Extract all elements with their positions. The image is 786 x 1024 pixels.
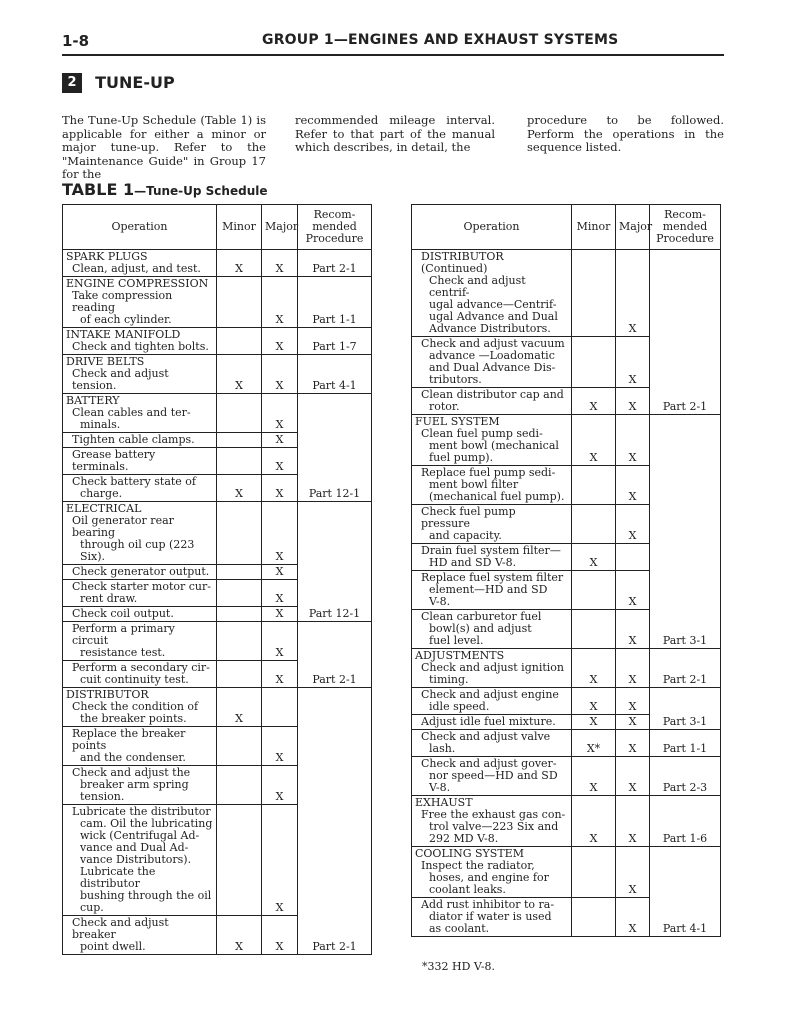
- operation-line: Clean distributor cap and: [421, 388, 564, 401]
- operation-cell: [412, 544, 572, 571]
- major-mark: X: [262, 502, 298, 565]
- minor-mark: X: [572, 649, 616, 688]
- operation-line: minals.: [80, 418, 121, 431]
- operation-line: rotor.: [429, 400, 460, 413]
- operation-cell: [412, 466, 572, 505]
- major-mark: X: [262, 355, 298, 394]
- minor-mark: X: [217, 475, 262, 502]
- procedure-cell: Part 1-1: [650, 730, 721, 757]
- operation-line: tension.: [80, 790, 125, 803]
- table-row: [63, 502, 372, 565]
- table-row: [412, 250, 721, 337]
- major-mark: X: [616, 649, 650, 688]
- operation-cell: [63, 475, 217, 502]
- operation-line: SPARK PLUGS: [66, 250, 148, 263]
- operation-line: Free the exhaust gas con-: [421, 808, 566, 821]
- operation-line: Oil generator rear bearing: [72, 514, 174, 539]
- operation-line: Check battery state of: [72, 475, 196, 488]
- major-mark: X: [262, 475, 298, 502]
- operation-cell: [412, 505, 572, 544]
- procedure-cell: Part 3-1: [650, 688, 721, 730]
- operation-line: Tighten cable clamps.: [72, 433, 195, 446]
- operation-line: Replace fuel pump sedi-: [421, 466, 556, 479]
- table-row: [412, 415, 721, 466]
- operation-cell: [63, 394, 217, 433]
- operation-line: Check coil output.: [72, 607, 174, 620]
- procedure-cell: Part 2-1: [298, 688, 372, 955]
- major-mark: X: [616, 730, 650, 757]
- operation-cell: [63, 502, 217, 565]
- section-badge: 2: [62, 73, 82, 93]
- operation-line: vance and Dual Ad-: [80, 841, 189, 854]
- minor-mark: [572, 847, 616, 898]
- operation-line: Check and adjust breaker: [72, 916, 169, 941]
- operation-cell: [63, 607, 217, 622]
- tune-up-table-left: [62, 204, 372, 955]
- major-mark: X: [262, 622, 298, 661]
- operation-line: Clean, adjust, and test.: [72, 262, 201, 275]
- operation-cell: [63, 727, 217, 766]
- major-mark: X: [262, 250, 298, 277]
- operation-line: Inspect the radiator,: [421, 859, 535, 872]
- operation-cell: [63, 250, 217, 277]
- operation-line: V-8.: [429, 595, 451, 608]
- minor-mark: [217, 607, 262, 622]
- operation-line: COOLING SYSTEM: [415, 847, 524, 860]
- major-mark: X: [262, 805, 298, 916]
- minor-mark: X: [572, 715, 616, 730]
- minor-mark: [217, 433, 262, 448]
- operation-line: V-8.: [429, 781, 451, 794]
- operation-cell: [63, 688, 217, 727]
- operation-line: Perform a primary circuit: [72, 622, 175, 647]
- table-subtitle: —Tune-Up Schedule: [134, 184, 268, 198]
- procedure-cell: Part 2-1: [298, 622, 372, 688]
- operation-cell: [412, 757, 572, 796]
- major-mark: X: [616, 610, 650, 649]
- major-mark: X: [616, 505, 650, 544]
- operation-line: Clean carburetor fuel: [421, 610, 542, 623]
- operation-cell: [63, 805, 217, 916]
- major-mark: X: [616, 250, 650, 337]
- major-mark: X: [262, 916, 298, 955]
- operation-cell: [412, 571, 572, 610]
- major-mark: X: [616, 898, 650, 937]
- major-mark: X: [262, 580, 298, 607]
- major-mark: X: [262, 607, 298, 622]
- col-procedure: Recom-mended Procedure: [298, 205, 372, 250]
- procedure-cell: Part 4-1: [650, 847, 721, 937]
- operation-line: nor speed—HD and SD: [429, 769, 558, 782]
- operation-cell: [63, 355, 217, 394]
- col-procedure: Recom-mended Procedure: [650, 205, 721, 250]
- operation-line: DRIVE BELTS: [66, 355, 145, 368]
- intro-column-3: [527, 114, 724, 155]
- table-row: [412, 730, 721, 757]
- minor-mark: [572, 571, 616, 610]
- operation-line: bushing through the oil: [80, 889, 212, 902]
- operation-line: FUEL SYSTEM: [415, 415, 500, 428]
- operation-line: and capacity.: [429, 529, 502, 542]
- operation-line: and the condenser.: [80, 751, 186, 764]
- major-mark: X: [262, 448, 298, 475]
- operation-line: advance —Loadomatic: [429, 349, 555, 362]
- operation-line: Replace the breaker points: [72, 727, 186, 752]
- operation-line: diator if water is used: [429, 910, 552, 923]
- operation-line: Drain fuel system filter—: [421, 544, 561, 557]
- minor-mark: [217, 580, 262, 607]
- operation-line: DISTRIBUTOR (Continued): [421, 250, 504, 275]
- operation-line: coolant leaks.: [429, 883, 506, 896]
- operation-cell: [63, 622, 217, 661]
- minor-mark: [572, 466, 616, 505]
- operation-cell: [412, 250, 572, 337]
- major-mark: X: [616, 466, 650, 505]
- operation-cell: [412, 688, 572, 715]
- operation-line: cup.: [80, 901, 104, 914]
- operation-line: Clean cables and ter-: [72, 406, 191, 419]
- col-minor: Minor: [217, 205, 262, 250]
- operation-cell: [412, 337, 572, 388]
- minor-mark: X: [572, 796, 616, 847]
- operation-cell: [63, 565, 217, 580]
- minor-mark: [572, 250, 616, 337]
- operation-line: ment bowl filter: [429, 478, 519, 491]
- minor-mark: X: [572, 544, 616, 571]
- operation-line: Check generator output.: [72, 565, 210, 578]
- major-mark: X: [616, 715, 650, 730]
- table-row: [412, 649, 721, 688]
- operation-cell: [63, 277, 217, 328]
- table-row: [63, 328, 372, 355]
- operation-line: EXHAUST: [415, 796, 473, 809]
- operation-cell: [412, 847, 572, 898]
- operation-line: Lubricate the distributor: [72, 805, 211, 818]
- operation-cell: [412, 796, 572, 847]
- section-title: TUNE-UP: [95, 73, 175, 92]
- operation-line: Adjust idle fuel mixture.: [421, 715, 556, 728]
- operation-line: Lubricate the distributor: [80, 865, 156, 890]
- minor-mark: X*: [572, 730, 616, 757]
- operation-line: INTAKE MANIFOLD: [66, 328, 181, 341]
- table-row: [63, 250, 372, 277]
- col-operation: Operation: [412, 205, 572, 250]
- minor-mark: [217, 766, 262, 805]
- operation-line: ENGINE COMPRESSION: [66, 277, 209, 290]
- intro-column-2: [295, 114, 495, 155]
- table-number: TABLE 1: [62, 180, 135, 199]
- minor-mark: [572, 505, 616, 544]
- major-mark: X: [262, 766, 298, 805]
- minor-mark: X: [217, 355, 262, 394]
- operation-line: hoses, and engine for: [429, 871, 549, 884]
- major-mark: [616, 544, 650, 571]
- operation-line: timing.: [429, 673, 469, 686]
- procedure-cell: Part 2-3: [650, 757, 721, 796]
- operation-line: as coolant.: [429, 922, 490, 935]
- operation-line: charge.: [80, 487, 123, 500]
- procedure-cell: Part 2-1: [650, 649, 721, 688]
- major-mark: X: [616, 571, 650, 610]
- operation-line: Replace fuel system filter: [421, 571, 564, 584]
- operation-line: element—HD and SD: [429, 583, 548, 596]
- operation-line: wick (Centrifugal Ad-: [80, 829, 200, 842]
- operation-cell: [412, 898, 572, 937]
- operation-line: ugal advance—Centrif-: [429, 298, 557, 311]
- procedure-cell: Part 2-1: [298, 250, 372, 277]
- operation-line: HD and SD V-8.: [429, 556, 517, 569]
- operation-line: through oil cup (223 Six).: [80, 538, 195, 563]
- minor-mark: X: [217, 250, 262, 277]
- major-mark: X: [616, 796, 650, 847]
- minor-mark: X: [217, 916, 262, 955]
- operation-cell: [63, 661, 217, 688]
- operation-line: Check and adjust ignition: [421, 661, 564, 674]
- intro-paragraph: procedure to be followed. Perform the operations in the sequence listed.: [527, 113, 724, 154]
- major-mark: X: [262, 394, 298, 433]
- major-mark: X: [262, 277, 298, 328]
- col-major: Major: [616, 205, 650, 250]
- operation-line: BATTERY: [66, 394, 120, 407]
- minor-mark: X: [217, 688, 262, 727]
- operation-line: Check and tighten bolts.: [72, 340, 209, 353]
- operation-line: resistance test.: [80, 646, 166, 659]
- operation-cell: [63, 766, 217, 805]
- group-title: GROUP 1—ENGINES AND EXHAUST SYSTEMS: [262, 32, 619, 48]
- procedure-cell: Part 12-1: [298, 502, 372, 622]
- minor-mark: [217, 661, 262, 688]
- operation-line: Grease battery terminals.: [72, 448, 156, 473]
- intro-paragraph: recommended mileage interval. Refer to that part of the manual which describes, in detail, the: [295, 113, 495, 154]
- major-mark: X: [616, 847, 650, 898]
- minor-mark: [217, 502, 262, 565]
- table-row: [412, 757, 721, 796]
- operation-line: the breaker points.: [80, 712, 187, 725]
- minor-mark: [572, 610, 616, 649]
- operation-cell: [63, 328, 217, 355]
- operation-line: Advance Distributors.: [429, 322, 551, 335]
- operation-line: and Dual Advance Dis-: [429, 361, 556, 374]
- major-mark: X: [262, 565, 298, 580]
- major-mark: X: [616, 337, 650, 388]
- operation-line: Perform a secondary cir-: [72, 661, 210, 674]
- operation-cell: [412, 730, 572, 757]
- minor-mark: X: [572, 388, 616, 415]
- procedure-cell: Part 1-1: [298, 277, 372, 328]
- operation-cell: [412, 610, 572, 649]
- col-minor: Minor: [572, 205, 616, 250]
- minor-mark: [217, 622, 262, 661]
- minor-mark: [217, 565, 262, 580]
- minor-mark: [217, 448, 262, 475]
- major-mark: X: [262, 433, 298, 448]
- operation-line: point dwell.: [80, 940, 146, 953]
- operation-line: Check and adjust vacuum: [421, 337, 565, 350]
- operation-cell: [412, 649, 572, 688]
- operation-line: fuel pump).: [429, 451, 494, 464]
- operation-line: ugal Advance and Dual: [429, 310, 558, 323]
- major-mark: X: [262, 328, 298, 355]
- operation-line: (mechanical fuel pump).: [429, 490, 565, 503]
- operation-line: breaker arm spring: [80, 778, 189, 791]
- operation-line: Clean fuel pump sedi-: [421, 427, 543, 440]
- section-heading: [62, 72, 175, 96]
- operation-line: Check and adjust the: [72, 766, 191, 779]
- procedure-cell: Part 12-1: [298, 394, 372, 502]
- procedure-cell: Part 3-1: [650, 415, 721, 649]
- table-row: [63, 277, 372, 328]
- major-mark: X: [262, 661, 298, 688]
- minor-mark: [572, 337, 616, 388]
- intro-paragraph: The Tune-Up Schedule (Table 1) is applicable for either a minor or major tune-up. Refer to the "Maintenance Guide" in Group 17 for the: [62, 113, 266, 181]
- operation-line: rent draw.: [80, 592, 138, 605]
- minor-mark: [217, 394, 262, 433]
- major-mark: [262, 688, 298, 727]
- operation-cell: [412, 388, 572, 415]
- operation-line: ADJUSTMENTS: [415, 649, 505, 662]
- minor-mark: [572, 898, 616, 937]
- operation-line: Take compression reading: [72, 289, 173, 314]
- minor-mark: [217, 328, 262, 355]
- table-row: [412, 688, 721, 715]
- table-title: [62, 180, 267, 199]
- operation-line: ment bowl (mechanical: [429, 439, 559, 452]
- operation-line: ELECTRICAL: [66, 502, 142, 515]
- minor-mark: X: [572, 688, 616, 715]
- procedure-cell: Part 1-6: [650, 796, 721, 847]
- operation-line: cuit continuity test.: [80, 673, 189, 686]
- major-mark: X: [616, 415, 650, 466]
- operation-cell: [63, 433, 217, 448]
- col-major: Major: [262, 205, 298, 250]
- operation-line: Check and adjust centrif-: [429, 274, 526, 299]
- operation-cell: [63, 448, 217, 475]
- operation-cell: [412, 715, 572, 730]
- intro-column-1: [62, 114, 266, 182]
- operation-line: Check starter motor cur-: [72, 580, 211, 593]
- operation-cell: [63, 916, 217, 955]
- table-row: [63, 622, 372, 661]
- operation-line: of each cylinder.: [80, 313, 172, 326]
- operation-line: vance Distributors).: [80, 853, 192, 866]
- operation-line: Check and adjust tension.: [72, 367, 169, 392]
- operation-line: idle speed.: [429, 700, 490, 713]
- minor-mark: [217, 727, 262, 766]
- operation-line: DISTRIBUTOR: [66, 688, 149, 701]
- minor-mark: X: [572, 415, 616, 466]
- operation-line: lash.: [429, 742, 456, 755]
- operation-line: Add rust inhibitor to ra-: [421, 898, 555, 911]
- page-header: [62, 30, 724, 56]
- operation-line: trol valve—223 Six and: [429, 820, 559, 833]
- operation-line: bowl(s) and adjust: [429, 622, 532, 635]
- operation-line: 292 MD V-8.: [429, 832, 499, 845]
- operation-line: Check and adjust valve: [421, 730, 551, 743]
- table-row: [63, 355, 372, 394]
- table-row: [412, 847, 721, 898]
- major-mark: X: [616, 388, 650, 415]
- operation-cell: [63, 580, 217, 607]
- operation-cell: [412, 415, 572, 466]
- table-row: [412, 796, 721, 847]
- minor-mark: [217, 277, 262, 328]
- operation-line: Check and adjust gover-: [421, 757, 557, 770]
- operation-line: cam. Oil the lubricating: [80, 817, 213, 830]
- major-mark: X: [616, 688, 650, 715]
- page-number: 1-8: [62, 32, 90, 50]
- operation-line: tributors.: [429, 373, 482, 386]
- procedure-cell: Part 4-1: [298, 355, 372, 394]
- major-mark: X: [616, 757, 650, 796]
- operation-line: Check and adjust engine: [421, 688, 559, 701]
- operation-line: Check fuel pump pressure: [421, 505, 516, 530]
- operation-line: Check the condition of: [72, 700, 199, 713]
- procedure-cell: Part 2-1: [650, 250, 721, 415]
- table-row: [63, 688, 372, 727]
- minor-mark: X: [572, 757, 616, 796]
- col-operation: Operation: [63, 205, 217, 250]
- tune-up-table-right: [411, 204, 721, 937]
- table-row: [63, 394, 372, 433]
- operation-line: fuel level.: [429, 634, 484, 647]
- table-footnote: *332 HD V-8.: [422, 960, 496, 973]
- procedure-cell: Part 1-7: [298, 328, 372, 355]
- minor-mark: [217, 805, 262, 916]
- major-mark: X: [262, 727, 298, 766]
